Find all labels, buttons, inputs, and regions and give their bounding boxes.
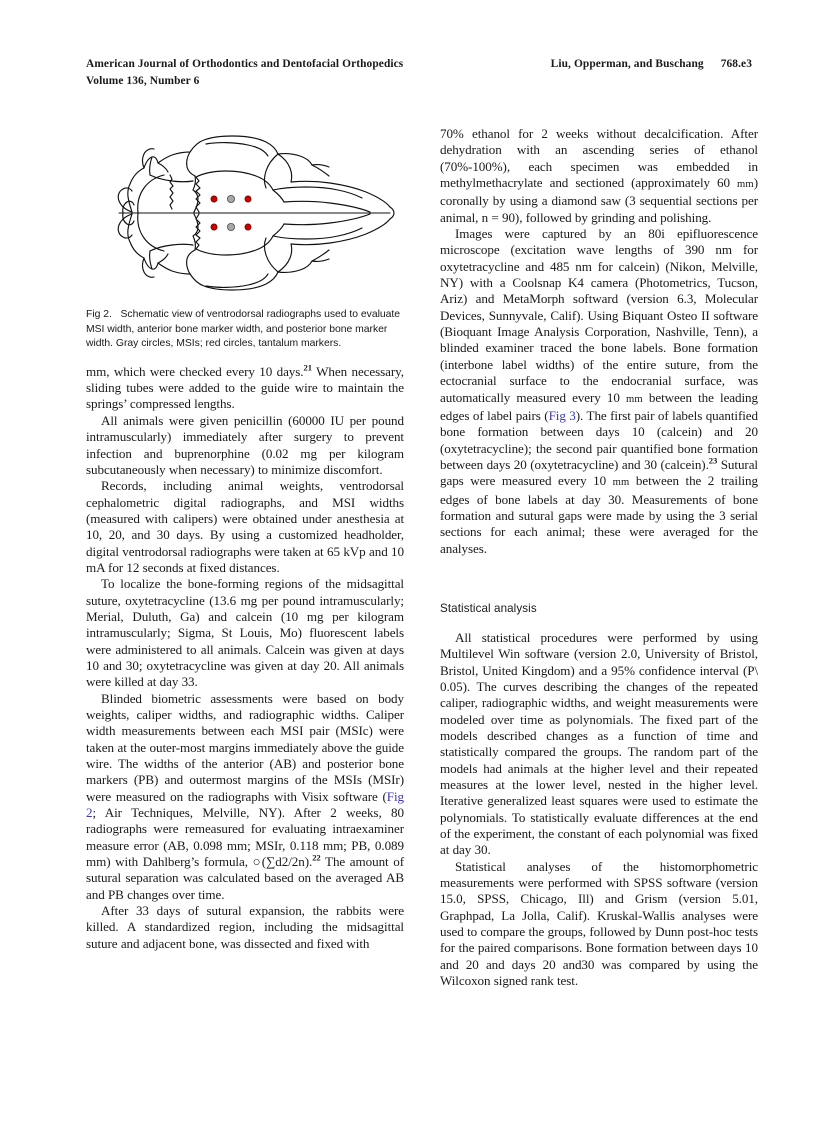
tantalum-marker-red — [211, 224, 217, 230]
running-head-journal: American Journal of Orthodontics and Dentofacial Orthopedics — [86, 58, 404, 70]
marker-group-anterior — [211, 195, 251, 202]
right-column-text-bottom — [440, 630, 758, 990]
paragraph: 70% ethanol for 2 weeks without decalcification. After dehydration with an ascending series of ethanol (70%-100%), each specimen was embedded in methylmethacrylate and sectioned (approximately 60 mm) coronally by using a diamond saw (3 sequential sections per animal, n = 90), followed by grinding and polishing. — [440, 126, 758, 225]
column-right — [440, 126, 758, 1061]
tantalum-marker-red — [211, 196, 217, 202]
paragraph: mm, which were checked every 10 days.$^{21}$ When necessary, sliding tubes were added to the guide wire to maintain the springs’ compressed lengths. — [86, 362, 404, 412]
paragraph: All statistical procedures were performed by using Multilevel Win software (version 2.0, University of Bristol, Bristol, United Kingdom) and a 95% confidence interval (P\ 0.05). The curves describing the changes of the repeated caliper, radiographic widths, and weight measurements were modeled over time as polynomials. The fixed part of the models described changes as a function of time and statistically compared the groups. The random part of the models had animals at the higher level and their repeated measures at the lower level, nested in the higher level. Iterative generalized least squares were used to estimate the polynomials. To statistically evaluate differences at the end of the experiment, the constant of each polynomial was fixed at day 30. — [440, 629, 758, 858]
reference-superscript[interactable]: 23 — [708, 455, 718, 466]
running-head-authors: Liu, Opperman, and Buschang — [550, 58, 704, 70]
running-head-page-number: 768.e3 — [720, 58, 752, 70]
left-column-text — [86, 364, 404, 952]
measurement-unit: mm — [612, 477, 630, 489]
tantalum-marker-red — [245, 224, 251, 230]
msi-marker-gray — [227, 223, 234, 230]
paragraph: To localize the bone-forming regions of the midsagittal suture, oxytetracycline (13.6 mg per pound intramuscularly; Merial, Duluth, Ga) and calcein (10 mg per kilogram intramuscularly; Sigma, St Louis, Mo) fluorescent labels were administered to all animals. Calcein was given at days 10 and 30; oxytetracycline was given at day 20. All animals were killed at day 33. — [86, 576, 404, 690]
running-head-volume-issue: Volume 136, Number 6 — [86, 75, 200, 87]
skull-schematic-illustration — [86, 126, 404, 298]
figure-caption-text: Schematic view of ventrodorsal radiographs used to evaluate MSI width, anterior bone marker width, and posterior bone marker width. Gray circles, MSIs; red circles, tantalum markers. — [86, 309, 401, 350]
rabbit-skull-outline-svg — [86, 126, 404, 298]
measurement-unit: mm — [626, 393, 643, 405]
figure-2 — [86, 126, 404, 352]
tantalum-marker-red — [245, 196, 251, 202]
reference-superscript[interactable]: 22 — [312, 852, 321, 863]
figure-cross-reference-link[interactable]: Fig 2 — [86, 788, 404, 821]
reference-superscript[interactable]: 21 — [303, 362, 312, 373]
msi-marker-gray — [227, 195, 234, 202]
running-head — [86, 56, 752, 90]
marker-group-posterior — [211, 223, 251, 230]
article-body — [86, 126, 758, 1061]
figure-caption — [86, 308, 402, 352]
paragraph: After 33 days of sutural expansion, the rabbits were killed. A standardized region, including the midsagittal suture and adjacent bone, was dissected and fixed with — [86, 903, 404, 951]
column-left — [86, 126, 404, 1061]
paragraph: All animals were given penicillin (60000 IU per pound intramuscularly) immediately after surgery to prevent infection and buprenorphine (0.02 mg per kilogram subcutaneously when necessary) to minimize discomfort. — [86, 412, 404, 477]
figure-cross-reference-link[interactable]: Fig 3 — [548, 407, 576, 423]
measurement-unit: mm — [737, 179, 754, 191]
figure-label: Fig 2. — [86, 309, 112, 320]
dahlberg-formula: ○(∑d2/2n). — [252, 854, 313, 870]
right-column-text-top — [440, 126, 758, 557]
paragraph: Blinded biometric assessments were based on body weights, caliper widths, and radiographic widths. Caliper width measurements between each MSI pair (MSIc) were taken at the outer-most margins immediately above the guide wire. The widths of the anterior (AB) and posterior bone markers (PB) and outermost margins of the MSIs (MSIr) were measured on the radiographs with Visix software (Fig 2; Air Techniques, Melville, NY). After 2 weeks, 80 radiographs were remeasured for evaluating intraexaminer measure error (AB, 0.098 mm; MSIr, 0.118 mm; PB, 0.089 mm) with Dahlberg’s formula, ○(∑d2/2n).$^{22}$ The amount of sutural separation was calculated based on the averaged AB and PB changes over time. — [86, 690, 404, 902]
section-heading-statistical-analysis: Statistical analysis — [440, 601, 537, 615]
paragraph: Records, including animal weights, ventrodorsal cephalometric digital radiographs, and MSI widths (measured with calipers) were obtained under anesthesia at 10, 20, and 30 days. By using a customized headholder, digital ventrodorsal radiographs were taken at 65 kVp and 10 mA for 12 seconds at fixed distances. — [86, 478, 404, 575]
paragraph: Statistical analyses of the histomorphometric measurements were performed with SPSS software (version 15.0, SPSS, Chicago, Ill) and Grism (version 5.01, Graphpad, La Jolla, Calif). Kruskal-Wallis analyses were used to compare the groups, followed by Dunn post-hoc tests for the paired comparisons. Bone formation between days 10 and 20 and days 20 and30 was compared by using the Wilcoxon signed rank test. — [440, 858, 758, 989]
paragraph: Images were captured by an 80i epifluorescence microscope (excitation wave lengths of 390 nm for oxytetracycline and 485 nm for calcein) (Nikon, Melville, NY) with a Coolsnap K4 camera (Photometrics, Tucson, Ariz) and MetaMorph softward (version 6.3, Molecular Devices, Sunnyvale, Calif). Using Biquant Osteo II software (Bioquant Image Analysis Corporation, Nashville, Tenn), a blinded examiner traced the bone labels. Bone formation (interbone label widths) of the entire suture, from the ectocranial surface to the endocranial surface, was automatically measured every 10 mm between the leading edges of label pairs (Fig 3). The first pair of labels quantified bone formation between days 10 (calcein) and 20 (oxytetracycline); the second pair quantified bone formation between days 20 (oxytetracycline) and 30 (calcein).$^{23}$ Sutural gaps were measured every 10 mm between the 2 trailing edges of bone labels at day 30. Measurements of bone formation and sutural gaps were made by using the 3 serial sections for each animal; these were averaged for the analyses. — [440, 226, 758, 556]
